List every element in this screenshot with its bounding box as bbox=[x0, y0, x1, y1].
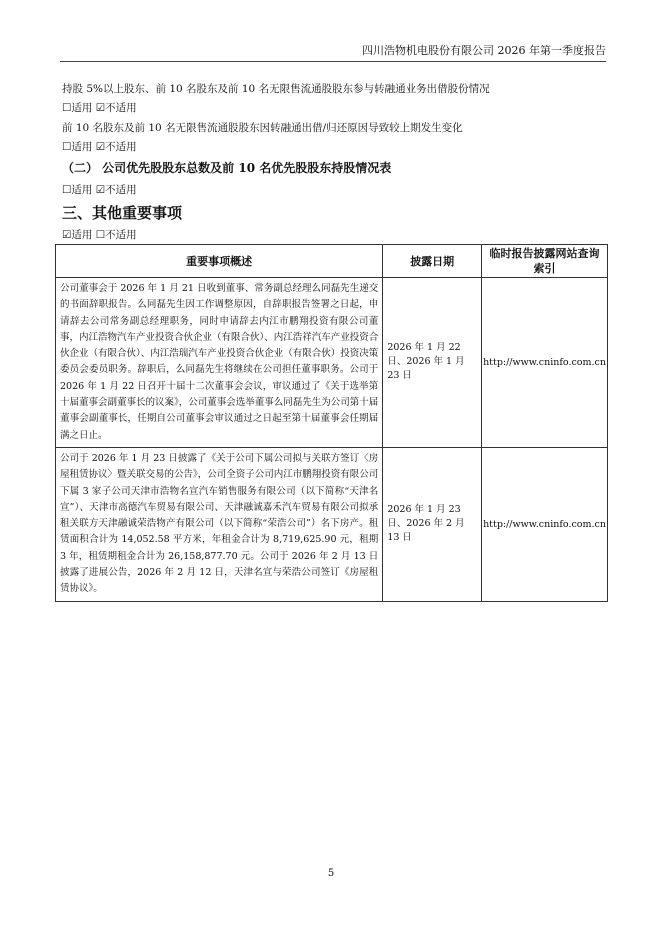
row-link[interactable]: http://www.cninfo.com.cn bbox=[482, 278, 608, 448]
table-row bbox=[56, 447, 608, 601]
page-number: 5 bbox=[327, 868, 335, 879]
section-3-option: ☑适用 ☐不适用 bbox=[62, 229, 137, 241]
header-summary: 重要事项概述 bbox=[56, 245, 383, 278]
lending-disclosure-option: ☐适用 ☑不适用 bbox=[62, 102, 137, 114]
row-summary: 公司于 2026 年 1 月 23 日披露了《关于公司下属公司拟与关联方签订〈房屋租赁协议〉暨关联交易的公告》，公司全资子公司内江市鹏翔投资有限公司下属 3 家子公司天津市浩物名宣汽车销售服务有限公司（以下简称“天津名宣”）、天津市高德汽车贸易有限公司、天津融诚嘉禾汽车贸易有限公司拟承租关联方天津融诚荣浩物产有限公司（以下简称“荣浩公司”）名下房产。租赁面积合计为 14,052.58 平方米，年租金合计为 8,719,625.90 元，租期 3 年，租赁期租金合计为 26,158,877.70 元。公司于 2026 年 2 月 13 日披露了进展公告，2026 年 2 月 12 日，天津名宣与荣浩公司签订《房屋租赁协议》。 bbox=[56, 447, 383, 601]
row-date: 2026 年 1 月 23 日、2026 年 2 月 13 日 bbox=[383, 447, 482, 601]
lending-disclosure-line: 持股 5%以上股东、前 10 名股东及前 10 名无限售流通股股东参与转融通业务出借股份情况 bbox=[62, 83, 490, 95]
row-summary: 公司董事会于 2026 年 1 月 21 日收到董事、常务副总经理么同磊先生递交的书面辞职报告。么同磊先生因工作调整原因，自辞职报告签署之日起，申请辞去公司常务副总经理职务，同时申请辞去内江市鹏翔投资有限公司董事，内江浩物汽车产业投资合伙企业（有限合伙）、内江浩祥汽车产业投资合伙企业（有限合伙）、内江浩瑞汽车产业投资合伙企业（有限合伙）投资决策委员会委员职务。辞职后，么同磊先生将继续在公司担任董事职务。公司于 2026 年 1 月 22 日召开十届十二次董事会会议，审议通过了《关于选举第十届董事会副董事长的议案》，公司董事会选举董事么同磊先生为公司第十届董事会副董事长，任期自公司董事会审议通过之日起至第十届董事会任期届满之日止。 bbox=[56, 278, 383, 448]
row-link[interactable]: http://www.cninfo.com.cn bbox=[482, 447, 608, 601]
section-2-option: ☐适用 ☑不适用 bbox=[62, 184, 137, 196]
table-header-row bbox=[56, 245, 608, 278]
header-date: 披露日期 bbox=[383, 245, 482, 278]
section-2-title: （二） 公司优先股股东总数及前 10 名优先股股东持股情况表 bbox=[62, 161, 392, 175]
section-3-title: 三、其他重要事项 bbox=[62, 204, 183, 222]
lending-change-option: ☐适用 ☑不适用 bbox=[62, 141, 137, 153]
table-row bbox=[56, 278, 608, 448]
row-date: 2026 年 1 月 22 日、2026 年 1 月 23 日 bbox=[383, 278, 482, 448]
report-header: 四川浩物机电股份有限公司 2026 年第一季度报告 bbox=[60, 42, 606, 62]
header-index: 临时报告披露网站查询索引 bbox=[482, 245, 608, 278]
important-matters-table bbox=[55, 244, 608, 602]
lending-change-line: 前 10 名股东及前 10 名无限售流通股股东因转融通出借/归还原因导致较上期发生变化 bbox=[62, 122, 463, 134]
